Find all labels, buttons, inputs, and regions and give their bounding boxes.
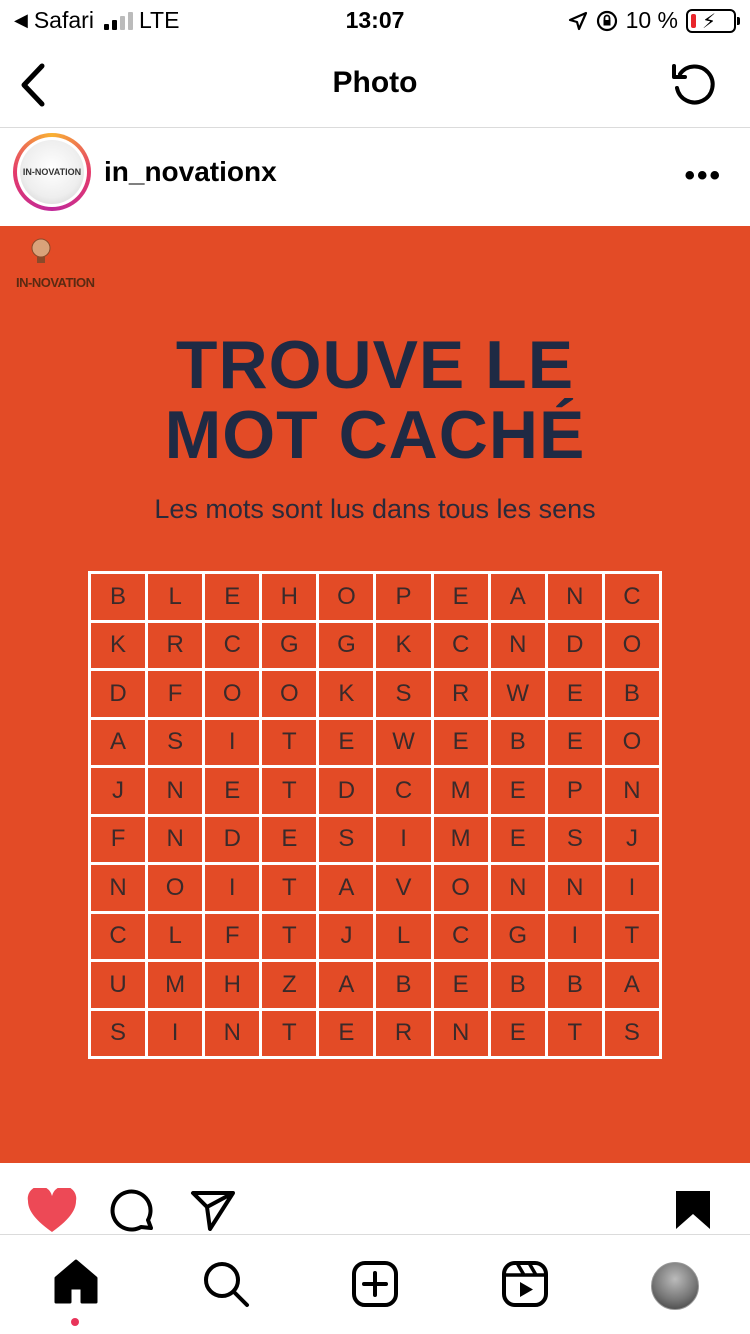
grid-cell: D [548,623,602,669]
grid-cell: W [376,720,430,766]
grid-cell: B [91,574,145,620]
grid-cell: B [548,962,602,1008]
status-bar [0,0,750,42]
profile-avatar-tab[interactable] [651,1262,699,1310]
grid-cell: A [605,962,659,1008]
grid-cell: D [205,817,259,863]
home-icon[interactable] [52,1258,100,1306]
grid-cell: E [491,817,545,863]
grid-cell: S [376,671,430,717]
grid-cell: O [205,671,259,717]
grid-cell: R [376,1011,430,1057]
grid-cell: T [262,768,316,814]
back-to-app-icon[interactable]: ◀ [14,10,28,30]
grid-cell: M [148,962,202,1008]
grid-cell: N [148,768,202,814]
grid-cell: K [319,671,373,717]
grid-cell: B [605,671,659,717]
brand-logo [16,238,126,298]
grid-cell: C [605,574,659,620]
grid-cell: R [434,671,488,717]
grid-cell: T [605,914,659,960]
battery-percent: 10 % [625,7,678,33]
image-headline [0,327,750,473]
grid-cell: O [262,671,316,717]
reels-icon[interactable] [502,1261,548,1307]
image-subtitle: Les mots sont lus dans tous les sens [154,494,596,524]
bulb-icon [30,238,52,266]
battery-icon: ⚡ [686,9,736,33]
grid-cell: N [548,574,602,620]
grid-cell: Z [262,962,316,1008]
grid-cell: U [91,962,145,1008]
grid-cell: I [376,817,430,863]
author-avatar[interactable] [13,133,91,211]
grid-cell: F [205,914,259,960]
grid-cell: E [434,962,488,1008]
grid-cell: N [434,1011,488,1057]
grid-cell: I [205,865,259,911]
more-options-icon[interactable]: ••• [684,159,722,192]
word-search-grid [88,571,662,1059]
grid-cell: L [376,914,430,960]
share-icon[interactable] [190,1189,236,1231]
grid-cell: S [548,817,602,863]
grid-cell: A [319,962,373,1008]
grid-cell: E [491,1011,545,1057]
grid-cell: S [319,817,373,863]
grid-cell: N [148,817,202,863]
grid-cell: O [319,574,373,620]
grid-cell: N [91,865,145,911]
grid-cell: E [548,671,602,717]
grid-cell: G [319,623,373,669]
grid-cell: S [605,1011,659,1057]
network-label: LTE [138,7,180,33]
grid-cell: I [148,1011,202,1057]
grid-cell: H [262,574,316,620]
grid-cell: R [148,623,202,669]
grid-cell: N [491,623,545,669]
grid-cell: T [262,865,316,911]
grid-cell: C [434,623,488,669]
grid-cell: E [434,720,488,766]
post-actions [0,1163,750,1235]
grid-cell: C [376,768,430,814]
grid-cell: J [319,914,373,960]
grid-cell: M [434,817,488,863]
headline-line-1: TROUVE LE [175,327,575,403]
page-title: Photo [332,66,418,99]
grid-cell: N [605,768,659,814]
grid-cell: A [91,720,145,766]
status-time: 13:07 [345,7,405,33]
brand-text: IN-NOVATION [16,275,95,290]
grid-cell: E [319,720,373,766]
grid-cell: A [491,574,545,620]
headline-line-2: MOT CACHÉ [164,397,586,473]
carrier-label[interactable]: Safari [33,7,94,33]
grid-cell: L [148,914,202,960]
grid-cell: B [376,962,430,1008]
grid-cell: O [434,865,488,911]
grid-cell: D [319,768,373,814]
grid-cell: N [491,865,545,911]
grid-cell: O [148,865,202,911]
grid-cell: O [605,720,659,766]
create-post-icon[interactable] [352,1261,398,1307]
grid-cell: T [262,1011,316,1057]
grid-cell: H [205,962,259,1008]
grid-cell: J [605,817,659,863]
grid-cell: A [319,865,373,911]
grid-cell: D [91,671,145,717]
post-image[interactable] [0,226,750,1163]
grid-cell: F [148,671,202,717]
grid-cell: E [491,768,545,814]
grid-cell: G [262,623,316,669]
grid-cell: C [205,623,259,669]
grid-cell: J [91,768,145,814]
post-header [0,129,750,226]
grid-cell: B [491,962,545,1008]
home-notification-dot [71,1318,79,1326]
grid-cell: E [262,817,316,863]
like-heart-icon[interactable] [27,1188,77,1234]
grid-cell: T [262,720,316,766]
grid-cell: N [205,1011,259,1057]
grid-cell: B [491,720,545,766]
search-icon[interactable] [202,1260,250,1308]
grid-cell: S [148,720,202,766]
orientation-lock-icon [596,10,618,32]
grid-cell: E [548,720,602,766]
grid-cell: F [91,817,145,863]
grid-cell: M [434,768,488,814]
nav-bar [0,42,750,128]
comment-icon[interactable] [110,1189,156,1235]
location-icon [568,11,588,31]
grid-cell: C [434,914,488,960]
grid-cell: E [205,574,259,620]
grid-cell: T [548,1011,602,1057]
grid-cell: N [548,865,602,911]
grid-cell: K [376,623,430,669]
grid-cell: T [262,914,316,960]
grid-cell: G [491,914,545,960]
status-right [568,7,736,34]
grid-cell: P [376,574,430,620]
grid-cell: E [205,768,259,814]
avatar-logo: IN-NOVATION [20,140,84,204]
grid-cell: L [148,574,202,620]
grid-cell: S [91,1011,145,1057]
grid-cell: I [205,720,259,766]
grid-cell: K [91,623,145,669]
save-bookmark-icon[interactable] [673,1189,713,1231]
grid-cell: C [91,914,145,960]
grid-cell: W [491,671,545,717]
bottom-tab-bar [0,1236,750,1334]
author-username[interactable]: in_novationx [104,156,277,187]
grid-cell: P [548,768,602,814]
grid-cell: I [548,914,602,960]
refresh-icon[interactable] [668,58,720,110]
grid-cell: V [376,865,430,911]
grid-cell: E [434,574,488,620]
grid-cell: E [319,1011,373,1057]
grid-cell: I [605,865,659,911]
grid-cell: O [605,623,659,669]
